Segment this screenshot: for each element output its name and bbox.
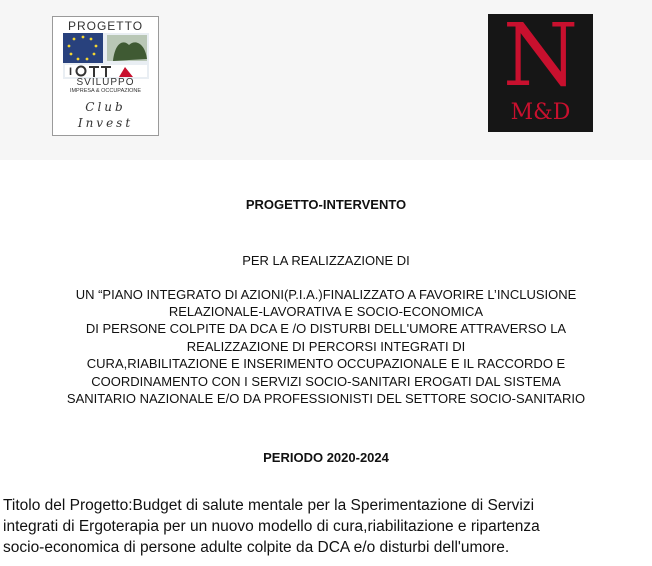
logo-invest-text: Invest [77,116,134,130]
description-line: CURA,RIABILITAZIONE E INSERIMENTO OCCUPAZIONALE E IL RACCORDO E [86,356,566,371]
logo-md-text: M&D [510,100,571,125]
period-label: PERIODO 2020-2024 [263,450,389,465]
project-title-line: socio-economica di persone adulte colpite da DCA e/o disturbi dell'umore. [3,539,510,556]
logo-letter-n: N [502,6,579,106]
project-title-line: integrati di Ergoterapia per un nuovo modello di cura,riabilitazione e ripartenza [3,518,540,535]
svg-text:I: I [69,66,73,78]
logo-impresa-text: IMPRESA & OCCUPAZIONE [69,88,142,94]
logo-top-text: PROGETTO [67,19,144,33]
logo-sviluppo-text: SVILUPPO [76,77,135,88]
description-line: SANITARIO NAZIONALE E/O DA PROFESSIONISTI DEL SETTORE SOCIO-SANITARIO [66,391,586,406]
description-line: DI PERSONE COLPITE DA DCA E /O DISTURBI DELL'UMORE ATTRAVERSO LA [85,321,567,336]
description-line: RELAZIONALE-LAVORATIVA E SOCIO-ECONOMICA [168,304,484,319]
document-subtitle: PER LA REALIZZAZIONE DI [242,253,410,268]
project-title-line: Titolo del Progetto:Budget di salute mentale per la Sperimentazione di Servizi [3,497,535,514]
md-logo [488,6,593,132]
logo-club-text: Club [85,100,126,114]
progetto-sviluppo-logo [52,16,159,136]
description-line: UN “PIANO INTEGRATO DI AZIONI(P.I.A.)FINALIZZATO A FAVORIRE L’INCLUSIONE [75,287,577,302]
description-line: COORDINAMENTO CON I SERVIZI SOCIO-SANITARI EROGATI DAL SISTEMA [91,374,561,389]
document-title: PROGETTO-INTERVENTO [245,197,407,212]
logo-emblem-icon [63,33,149,79]
description-line: REALIZZAZIONE DI PERCORSI INTEGRATI DI [186,339,466,354]
